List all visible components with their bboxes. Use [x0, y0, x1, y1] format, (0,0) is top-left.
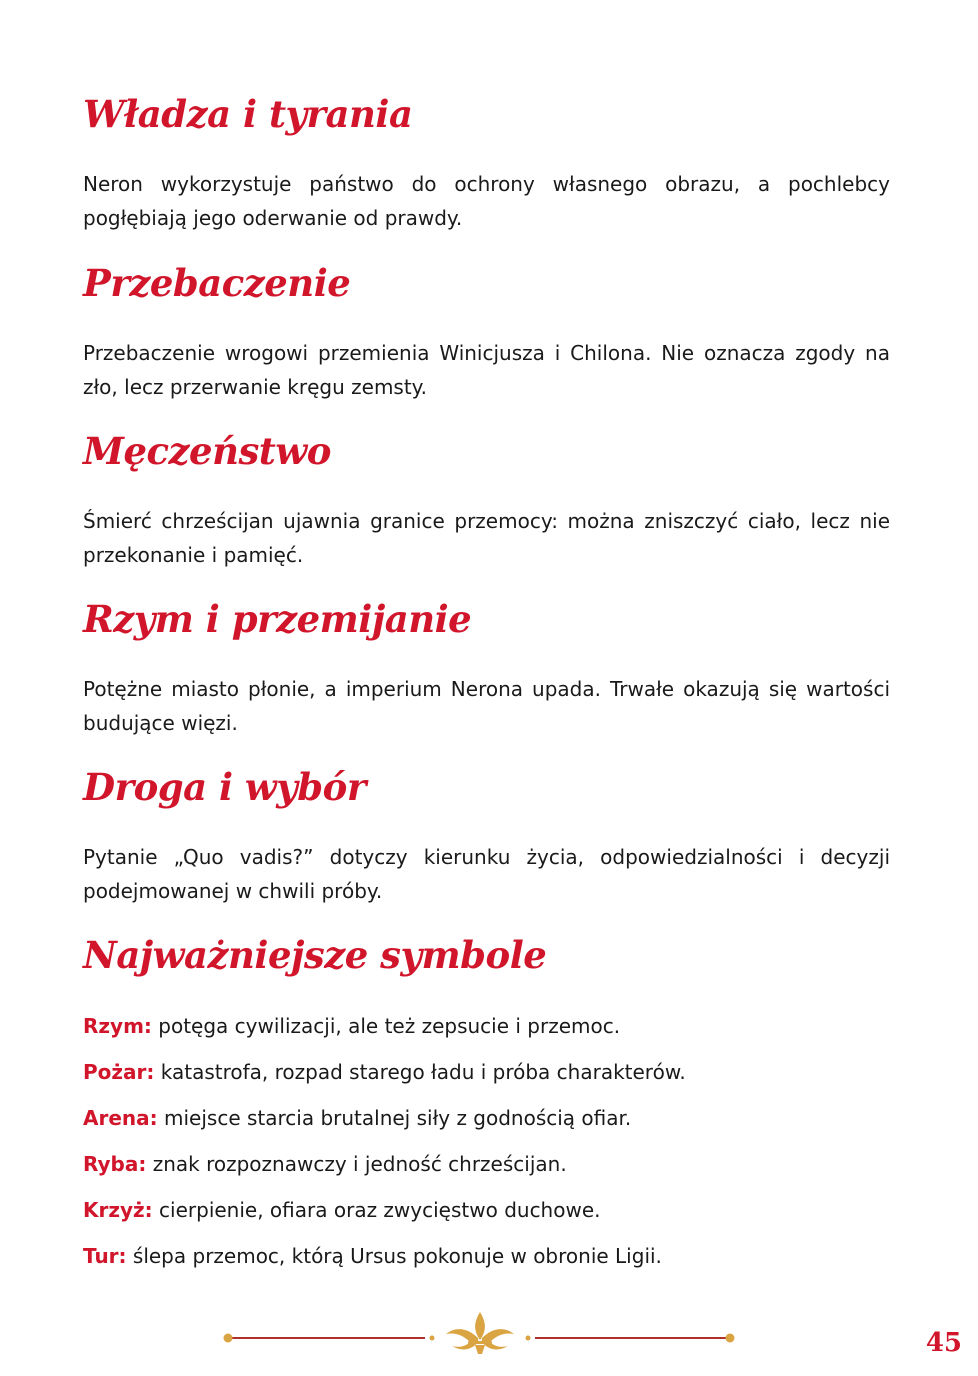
list-item [83, 1055, 890, 1101]
symbols-list [83, 1009, 890, 1285]
symbol-desc: ślepa przemoc, którą Ursus pokonuje w obronie Ligii. [126, 1244, 662, 1268]
symbol-term: Krzyż: [83, 1198, 153, 1222]
symbol-term: Ryba: [83, 1152, 147, 1176]
section-text-wladza: Neron wykorzystuje państwo do ochrony własnego obrazu, a pochlebcy pogłębiają jego oderwanie od prawdy. [83, 172, 890, 230]
section-title-symbole: Najważniejsze symbole [83, 933, 547, 977]
section-title-droga: Droga i wybór [83, 765, 366, 809]
section-title-wladza: Władza i tyrania [83, 92, 413, 136]
section-text-meczenstwo: Śmierć chrześcijan ujawnia granice przemocy: można zniszczyć ciało, lecz nie przekonanie i pamięć. [83, 509, 890, 567]
fleur-de-lis-divider-icon [220, 1308, 740, 1358]
list-item [83, 1009, 890, 1055]
list-item [83, 1147, 890, 1193]
list-item [83, 1193, 890, 1239]
list-item [83, 1239, 890, 1285]
list-item [83, 1101, 890, 1147]
symbol-term: Tur: [83, 1244, 127, 1268]
symbol-desc: katastrofa, rozpad starego ładu i próba charakterów. [154, 1060, 686, 1084]
section-title-rzym: Rzym i przemijanie [83, 597, 472, 641]
symbol-term: Pożar: [83, 1060, 155, 1084]
symbol-term: Arena: [83, 1106, 158, 1130]
section-text-przebaczenie: Przebaczenie wrogowi przemienia Winicjusza i Chilona. Nie oznacza zgody na zło, lecz przerwanie kręgu zemsty. [83, 341, 890, 399]
section-title-przebaczenie: Przebaczenie [83, 261, 351, 305]
symbol-desc: miejsce starcia brutalnej siły z godnością ofiar. [157, 1106, 632, 1130]
page-number: 45 [925, 1328, 962, 1358]
symbol-desc: potęga cywilizacji, ale też zepsucie i przemoc. [151, 1014, 621, 1038]
symbol-term: Rzym: [83, 1014, 152, 1038]
section-title-meczenstwo: Męczeństwo [83, 429, 331, 473]
symbol-desc: znak rozpoznawczy i jedność chrześcijan. [146, 1152, 567, 1176]
section-text-rzym: Potężne miasto płonie, a imperium Nerona upada. Trwałe okazują się wartości budujące więzi. [83, 677, 890, 735]
symbol-desc: cierpienie, ofiara oraz zwycięstwo duchowe. [152, 1198, 601, 1222]
section-text-droga: Pytanie „Quo vadis?” dotyczy kierunku życia, odpowiedzialności i decyzji podejmowanej w chwili próby. [83, 845, 890, 903]
